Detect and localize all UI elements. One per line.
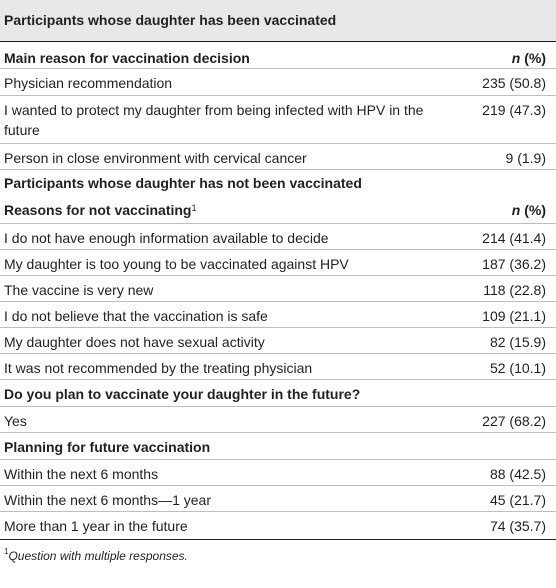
section-header-text: Reasons for not vaccinating: [4, 202, 192, 218]
row-value: 88 (42.5): [489, 466, 546, 482]
row-value: 219 (47.3): [482, 102, 546, 118]
table-footnote: [0, 539, 556, 563]
table-row: [0, 144, 556, 170]
footnote-text: Question with multiple responses.: [8, 549, 188, 563]
column-header-pct: (%): [520, 202, 546, 218]
table-title: Participants whose daughter has been vaccinated: [0, 0, 556, 42]
row-value: 227 (68.2): [482, 413, 546, 429]
row-label: My daughter is too young to be vaccinated against HPV: [4, 256, 349, 272]
row-value: 118 (22.8): [483, 282, 546, 298]
row-value: 214 (41.4): [482, 230, 546, 246]
row-label: I do not have enough information available to decide: [4, 230, 329, 246]
section-header-label: Main reason for vaccination decision: [4, 50, 250, 66]
row-label: Within the next 6 months—1 year: [4, 492, 211, 508]
table-row: [0, 328, 556, 354]
table-row: [0, 69, 556, 96]
table-row: [0, 250, 556, 276]
column-header-n-pct: [512, 48, 546, 68]
section-title-not-vaccinated: [0, 170, 556, 197]
table-row: [0, 407, 556, 433]
row-label: Physician recommendation: [4, 75, 173, 91]
row-label: Yes: [4, 413, 27, 429]
column-header-pct: (%): [520, 50, 546, 66]
section-title-label: Participants whose daughter has not been vaccinated: [4, 175, 362, 191]
row-label: Within the next 6 months: [4, 466, 159, 482]
row-value: 82 (15.9): [489, 334, 546, 350]
row-value: 9 (1.9): [505, 150, 546, 166]
column-header-n-pct: [512, 200, 546, 220]
row-label: I do not believe that the vaccination is safe: [4, 308, 268, 324]
section-header-label: Do you plan to vaccinate your daughter in the future?: [4, 386, 361, 402]
section-header-main-reason: [0, 42, 556, 69]
section-header-plan: [0, 380, 556, 407]
row-label: It was not recommended by the treating physician: [4, 360, 313, 376]
table-row: [0, 460, 556, 486]
table-row: [0, 302, 556, 328]
table-row: [0, 512, 556, 539]
row-value: 187 (36.2): [482, 256, 546, 272]
section-header-planning: [0, 433, 556, 460]
table-row: [0, 96, 556, 144]
row-label: I wanted to protect my daughter from being infected with HPV in the future: [4, 102, 424, 138]
row-value: 74 (35.7): [489, 518, 546, 534]
footnote-marker: 1: [4, 547, 9, 556]
table-row: [0, 224, 556, 250]
footnote-marker: 1: [191, 203, 197, 213]
column-header-n: n: [511, 202, 521, 218]
table-row: [0, 276, 556, 302]
row-label: Person in close environment with cervical cancer: [4, 150, 307, 166]
row-label: My daughter does not have sexual activity: [4, 334, 265, 350]
table-row: [0, 486, 556, 512]
row-label: The vaccine is very new: [4, 282, 154, 298]
row-value: 109 (21.1): [482, 308, 546, 324]
section-header-label: Planning for future vaccination: [4, 439, 211, 455]
section-header-reasons: [0, 197, 556, 224]
row-value: 52 (10.1): [489, 360, 546, 376]
row-value: 235 (50.8): [482, 75, 546, 91]
row-label: More than 1 year in the future: [4, 518, 188, 534]
column-header-n: n: [511, 50, 521, 66]
row-value: 45 (21.7): [489, 492, 546, 508]
section-header-label: [4, 200, 512, 220]
table-row: [0, 354, 556, 380]
